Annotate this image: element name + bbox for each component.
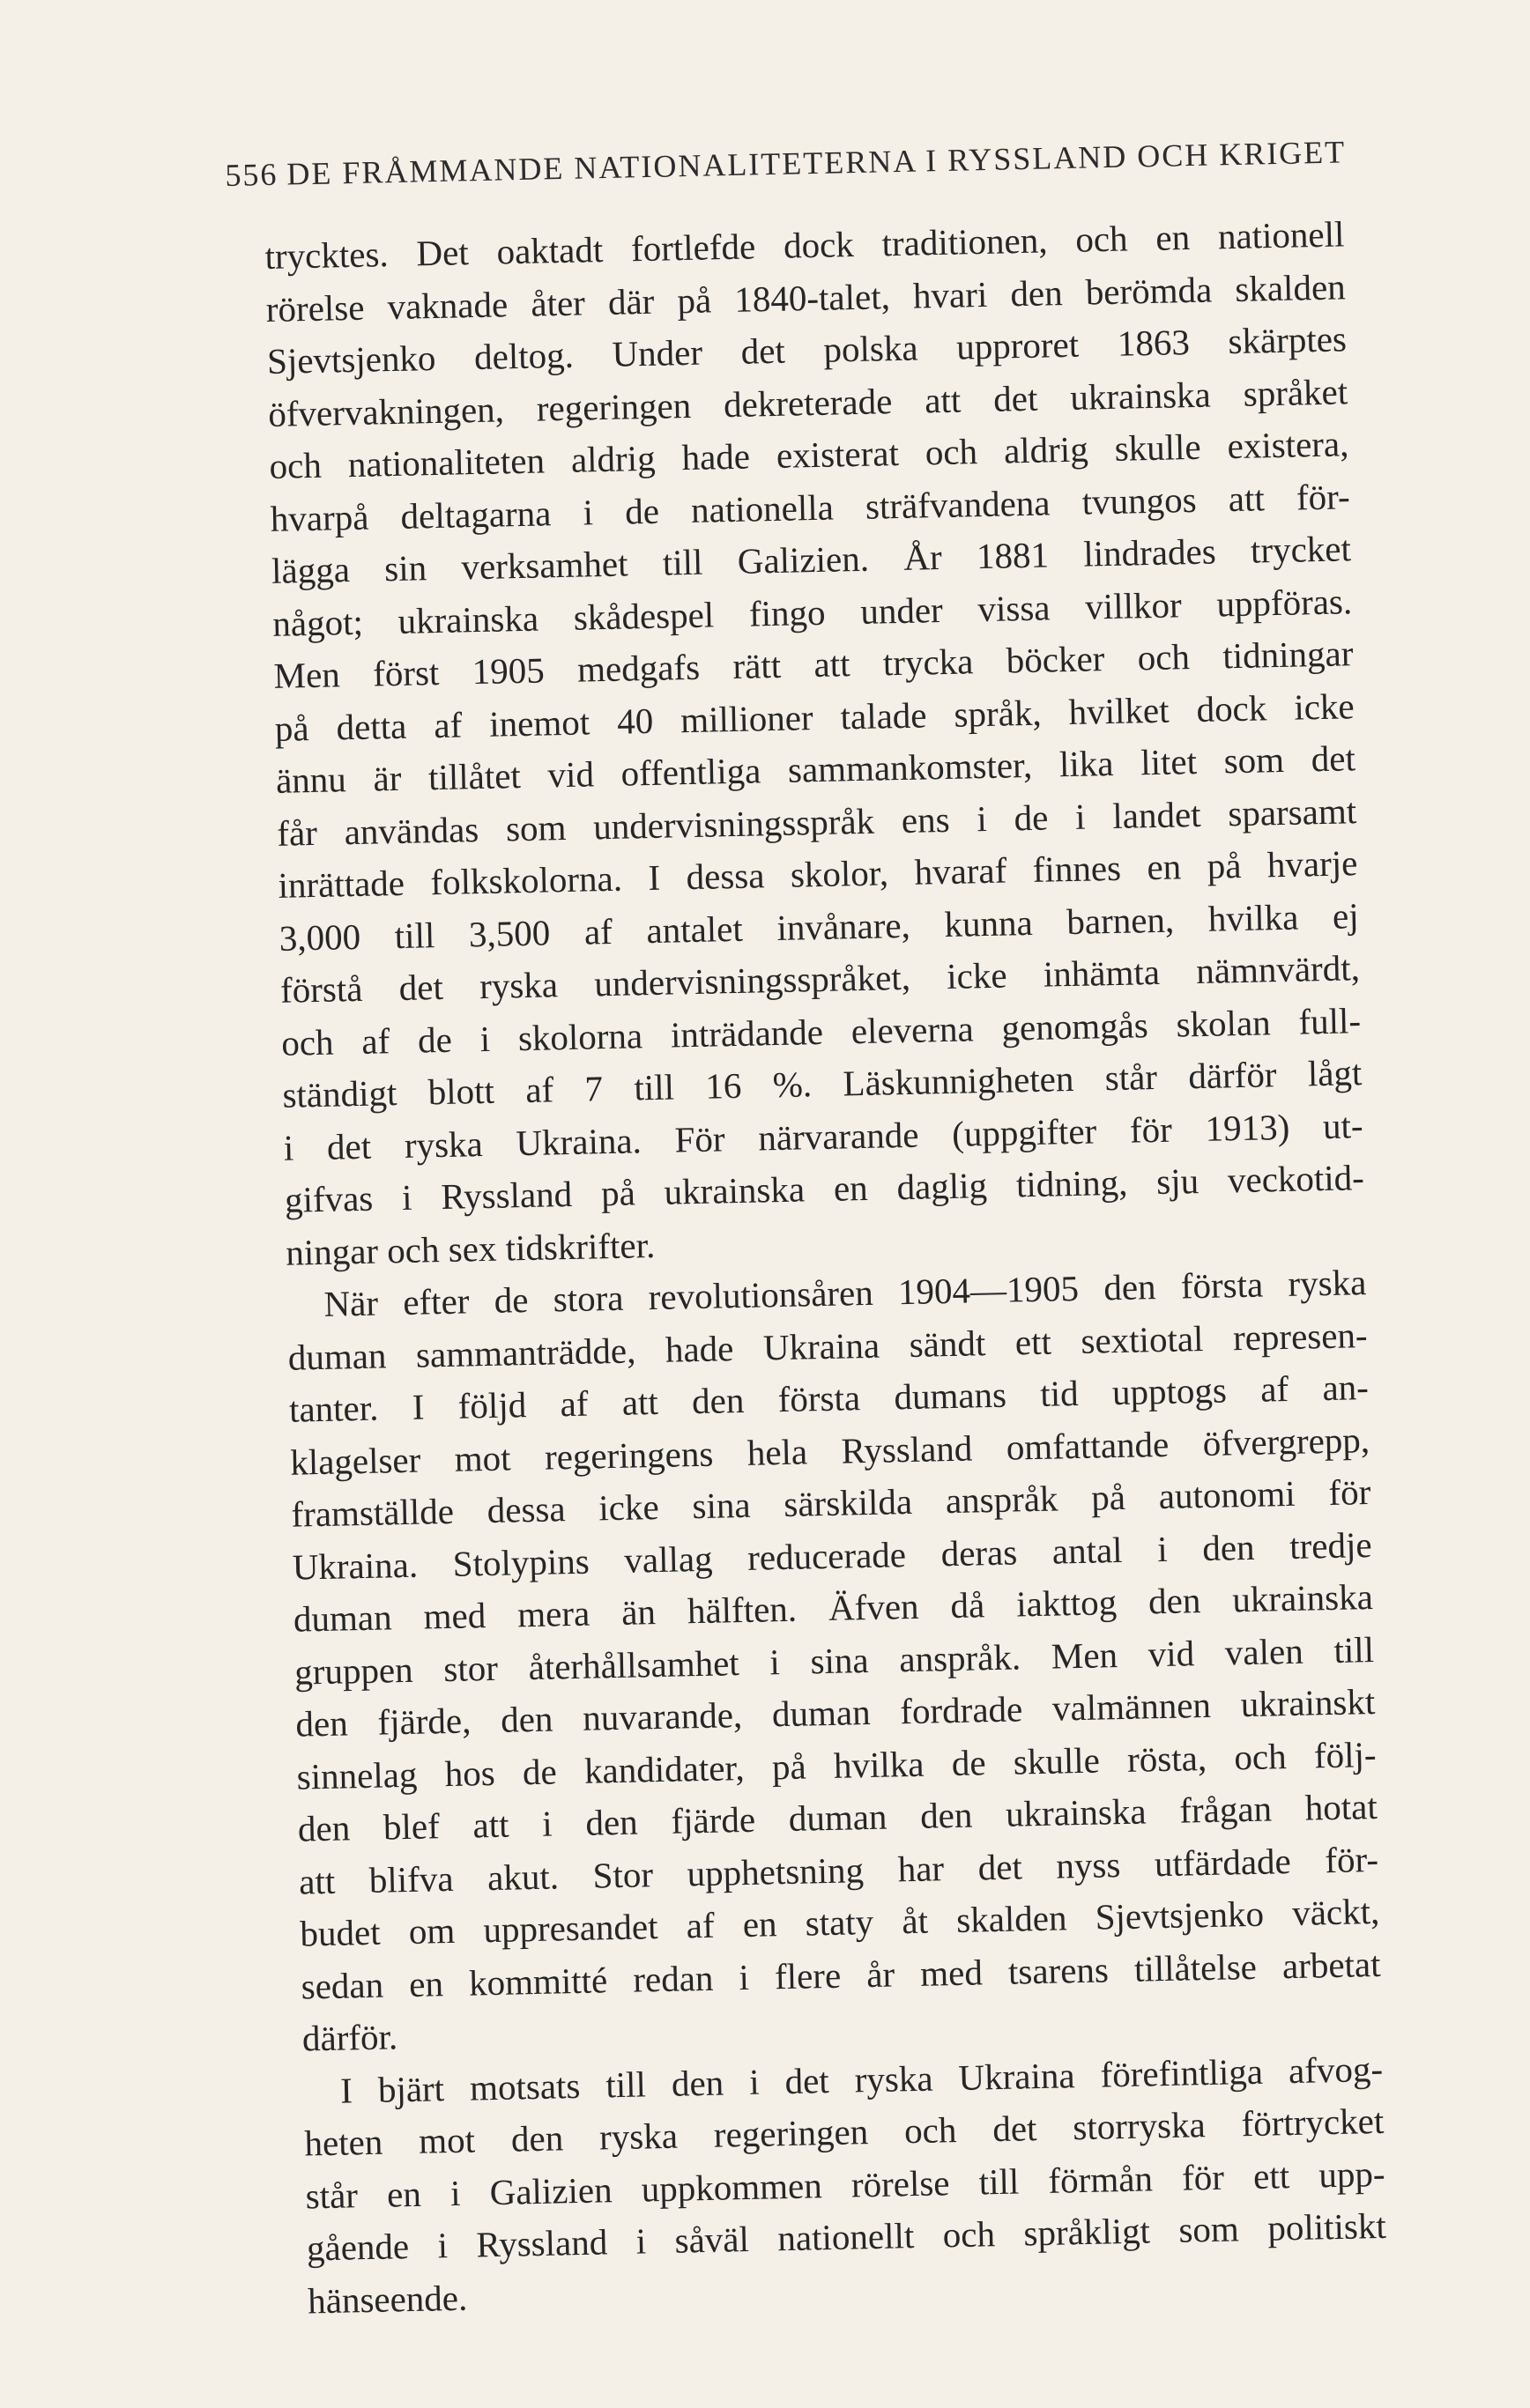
text-line: öfvervakningen, regeringen dekreterade att det ukrainska språket [267, 370, 1348, 434]
running-head-title: DE FRÅMMANDE NATIONALITETERNA I RYSSLAND OCH KRIGET [286, 134, 1347, 192]
page-number: 556 [225, 156, 279, 193]
text-line: något; ukrainska skådespel fingo under vissa villkor uppföras. [271, 580, 1353, 644]
paragraph [303, 2042, 1388, 2327]
text-line: inrättade folkskolorna. I dessa skolor, hvaraf finnes en på hvarje [278, 842, 1358, 906]
text-line: den blef att i den fjärde duman den ukrainska frågan hotat [297, 1785, 1378, 1849]
text-line: hvarpå deltagarna i de nationella sträfvandena tvungos att för- [270, 475, 1351, 539]
body-text [264, 208, 1388, 2327]
text-line: ständigt blott af 7 till 16 %. Läskunnigheten står därför lågt [282, 1052, 1363, 1115]
text-line: Sjevtsjenko deltog. Under det polska upproret 1863 skärptes [266, 318, 1348, 382]
text-line: lägga sin verksamhet till Galizien. År 1881 lindrades trycket [271, 528, 1352, 591]
text-line: på detta af inemot 40 millioner talade språk, hvilket dock icke [274, 685, 1355, 749]
text-line: får användas som undervisningsspråk ens i de i landet sparsamt [276, 789, 1357, 854]
text-line: När efter de stora revolutionsåren 1904—1905 den första ryska [323, 1262, 1367, 1324]
text-line: att blifva akut. Stor upphetsning har det nyss utfärdade för- [298, 1838, 1379, 1902]
text-line: gående i Ryssland i såväl nationellt och språkligt som politiskt [306, 2204, 1387, 2269]
running-head [225, 133, 1363, 194]
text-line: därför. [301, 2016, 398, 2059]
text-line: duman med mera än hälften. Äfven då iakttog den ukrainska [293, 1576, 1374, 1640]
text-line: I bjärt motsats till den i det ryska Ukraina förefintliga afvog- [339, 2048, 1384, 2111]
paragraph [264, 208, 1366, 1278]
text-line: den fjärde, den nuvarande, duman fordrade valmännen ukrainskt [295, 1680, 1376, 1745]
text-line: hänseende. [307, 2277, 468, 2321]
text-line: gruppen stor återhållsamhet i sina anspråk. Men vid valen till [293, 1628, 1375, 1693]
text-line: klagelser mot regeringens hela Ryssland omfattande öfvergrepp, [289, 1419, 1370, 1483]
text-line: och nationaliteten aldrig hade existerat och aldrig skulle existera, [269, 423, 1349, 486]
text-line: sinnelag hos de kandidater, på hvilka de skulle rösta, och följ- [296, 1733, 1377, 1797]
text-line: sedan en kommitté redan i flere år med tsarens tillåtelse arbetat [301, 1943, 1381, 2007]
text-line: 3,000 till 3,500 af antalet invånare, kunna barnen, hvilka ej [279, 894, 1360, 959]
text-line: Ukraina. Stolypins vallag reducerade deras antal i den tredje [292, 1523, 1372, 1588]
text-line: duman sammanträdde, hade Ukraina sändt ett sextiotal represen- [287, 1314, 1368, 1378]
text-line: förstå det ryska undervisningsspråket, icke inhämta nämnvärdt, [279, 947, 1361, 1011]
text-line: i det ryska Ukraina. För närvarande (uppgifter för 1913) ut- [283, 1104, 1364, 1168]
text-line: rörelse vaknade åter där på 1840-talet, hvari den berömda skalden [265, 265, 1347, 330]
text-line: ännu är tillåtet vid offentliga sammankomster, lika litet som det [275, 737, 1356, 801]
text-line: gifvas i Ryssland på ukrainska en daglig tidning, sju veckotid- [284, 1157, 1365, 1220]
text-line: budet om uppresandet af en staty åt skalden Sjevtsjenko väckt, [300, 1890, 1380, 1954]
paragraph [286, 1256, 1382, 2065]
text-line: framställde dessa icke sina särskilda anspråk på autonomi för [291, 1471, 1371, 1535]
text-line: trycktes. Det oaktadt fortlefde dock traditionen, och en nationell [264, 213, 1345, 277]
text-line: står en i Galizien uppkommen rörelse till förmån för ett upp- [305, 2152, 1385, 2217]
text-line: tanter. I följd af att den första dumans tid upptogs af an- [288, 1367, 1370, 1430]
text-line: heten mot den ryska regeringen och det storryska förtrycket [303, 2100, 1385, 2164]
text-line: och af de i skolorna inträdande eleverna genomgås skolan full- [280, 999, 1362, 1063]
text-line: Men först 1905 medgafs rätt att trycka böcker och tidningar [273, 633, 1354, 696]
text-line: ningar och sex tidskrifter. [285, 1224, 656, 1273]
